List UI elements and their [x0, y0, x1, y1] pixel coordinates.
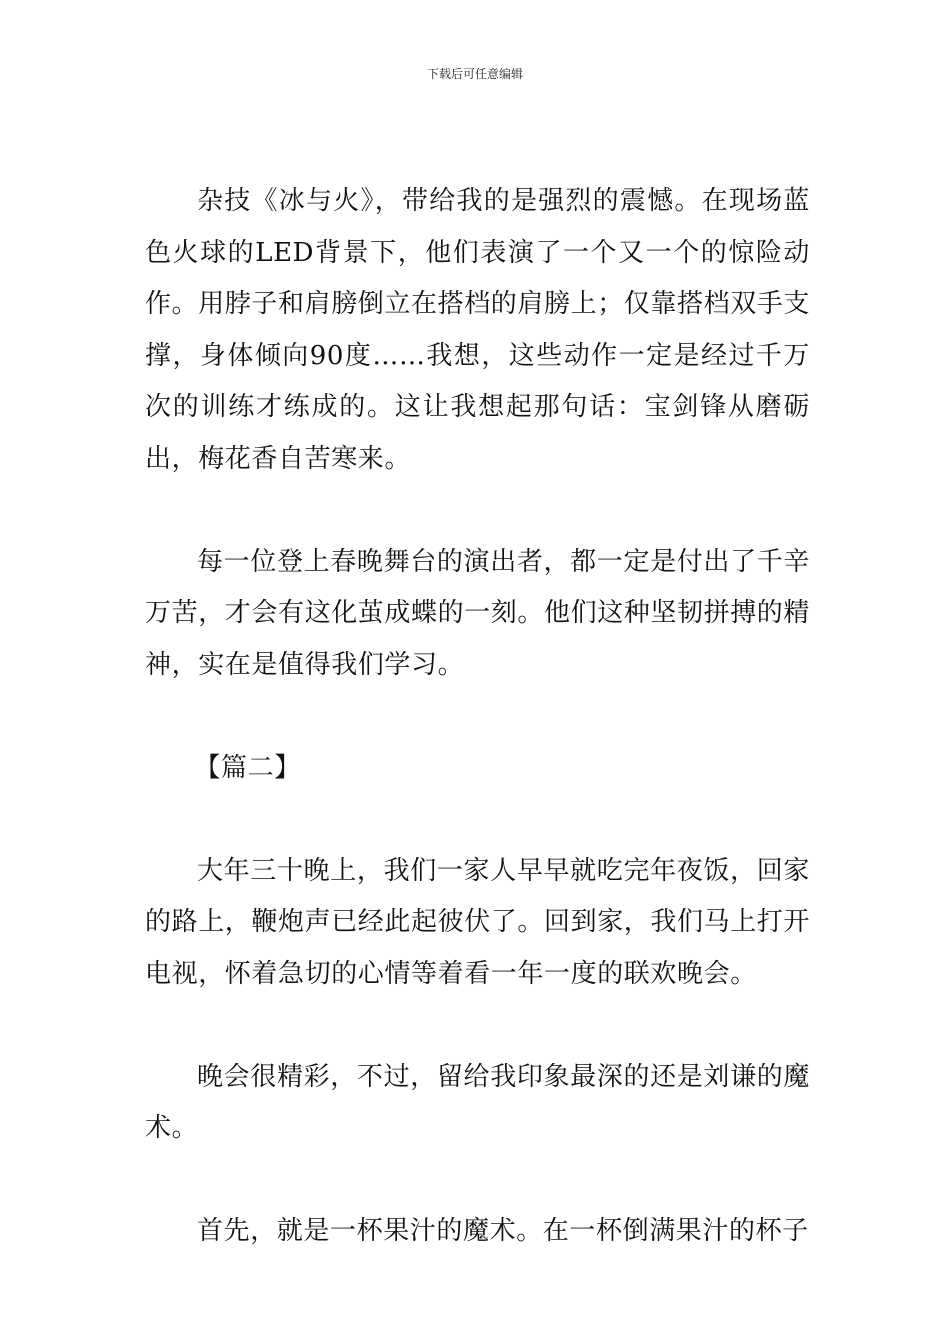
paragraph-1: 杂技《冰与火》，带给我的是强烈的震憾。在现场蓝色火球的LED背景下，他们表演了一个又一个的惊险动作。用脖子和肩膀倒立在搭档的肩膀上；仅靠搭档双手支撑，身体倾向90度……我想，这些动作一定是经过千万次的训练才练成的。这让我想起那句话：宝剑锋从磨砺出，梅花香自苦寒来。 [145, 186, 811, 474]
paragraph-3: 大年三十晚上，我们一家人早早就吃完年夜饭，回家的路上，鞭炮声已经此起彼伏了。回到家，我们马上打开电视，怀着急切的心情等着看一年一度的联欢晚会。 [145, 855, 811, 989]
paragraph-4: 晚会很精彩，不过，留给我印象最深的还是刘谦的魔术。 [145, 1061, 810, 1143]
section-heading: 【篇二】 [194, 752, 301, 783]
header-note: 下载后可任意编辑 [426, 67, 523, 81]
paragraph-spacer [145, 691, 810, 743]
paragraph-5: 首先，就是一杯果汁的魔术。在一杯倒满果汁的杯子 [197, 1216, 809, 1246]
paragraph-spacer [145, 794, 810, 846]
paragraph-spacer [145, 485, 810, 537]
paragraph-2: 每一位登上春晚舞台的演出者，都一定是付出了千辛万苦，才会有这化茧成蝶的一刻。他们这种坚韧拼搏的精神，实在是值得我们学习。 [145, 546, 811, 680]
paragraph-spacer [145, 1155, 810, 1207]
document-body [145, 176, 810, 1258]
paragraph-spacer [145, 1000, 810, 1052]
